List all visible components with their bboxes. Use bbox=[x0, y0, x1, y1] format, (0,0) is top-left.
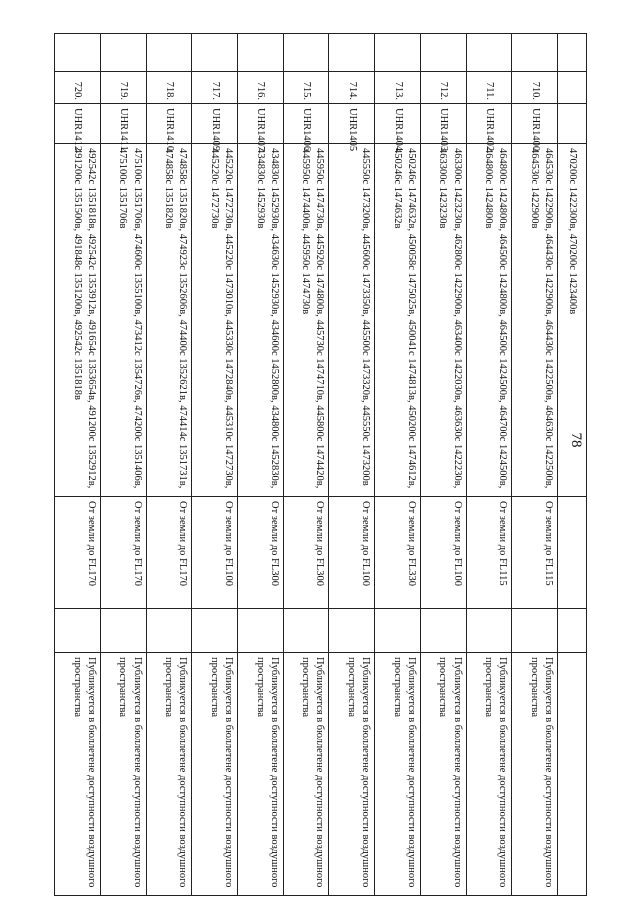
note-cell: Публикуется в бюллетене доступности воздушного пространства bbox=[100, 653, 146, 896]
altitude-cell: От земли до FL170 bbox=[146, 497, 192, 609]
blank-cell bbox=[237, 609, 283, 653]
zone-code-cell: UHR1410 bbox=[146, 104, 192, 144]
altitude-cell: От земли до FL100 bbox=[420, 497, 466, 609]
table-row bbox=[329, 34, 375, 896]
blank-cell bbox=[100, 34, 146, 72]
blank-cell bbox=[466, 609, 512, 653]
altitude-cell: От земли до FL300 bbox=[283, 497, 329, 609]
note-cell: Публикуется в бюллетене доступности воздушного пространства bbox=[375, 653, 421, 896]
coordinates-cell: 474858с 1351820в, 474923с 1352606в, 474400с 1352621в, 474414с 1351731в, 474858с 1351820в bbox=[146, 144, 192, 497]
coordinates-cell: 492542с 1351818в, 492542с 1353912в, 491654с 1353654в, 491200с 1352912в, 491200с 1351500в, 491848с 1351200в, 492542с 1351818в bbox=[55, 144, 101, 497]
coordinates-cell: 445220с 1472730в, 445220с 1473010в, 445330с 1472840в, 445310с 1472730в, 445220с 1472730в bbox=[192, 144, 238, 497]
row-number-cell: 720. bbox=[55, 72, 101, 104]
zone-code-cell: UHR1412 bbox=[55, 104, 101, 144]
blank-cell bbox=[558, 34, 587, 72]
table-row bbox=[512, 34, 558, 896]
blank-cell bbox=[146, 34, 192, 72]
airspace-zones-table bbox=[54, 33, 587, 896]
altitude-cell: От земли до FL170 bbox=[55, 497, 101, 609]
blank-cell bbox=[558, 104, 587, 144]
row-number-cell: 711. bbox=[466, 72, 512, 104]
altitude-cell: От земли до FL170 bbox=[100, 497, 146, 609]
altitude-cell: От земли до FL100 bbox=[329, 497, 375, 609]
table-row bbox=[55, 34, 101, 896]
note-cell: Публикуется в бюллетене доступности воздушного пространства bbox=[146, 653, 192, 896]
zone-code-cell: UHR1406 bbox=[283, 104, 329, 144]
blank-cell bbox=[512, 34, 558, 72]
zone-code-cell: UHR1405 bbox=[329, 104, 375, 144]
zone-code-cell: UHR1402 bbox=[466, 104, 512, 144]
blank-cell bbox=[100, 609, 146, 653]
table-row bbox=[192, 34, 238, 896]
zone-code-cell: UHR1411 bbox=[100, 104, 146, 144]
row-number-cell: 718. bbox=[146, 72, 192, 104]
coordinates-cell: 434830с 1452930в, 434630с 1452930в, 434600с 1452800в, 434800с 1452830в, 434830с 1452930в bbox=[237, 144, 283, 497]
blank-cell bbox=[558, 609, 587, 653]
note-cell: Публикуется в бюллетене доступности воздушного пространства bbox=[512, 653, 558, 896]
coordinates-cell: 463300с 1423230в, 462800с 1422900в, 463400с 1422030в, 463630с 1422230в, 463300с 1423230в bbox=[420, 144, 466, 497]
row-number-cell: 714. bbox=[329, 72, 375, 104]
note-cell: Публикуется в бюллетене доступности воздушного пространства bbox=[237, 653, 283, 896]
blank-cell bbox=[329, 34, 375, 72]
altitude-cell: От земли до FL115 bbox=[512, 497, 558, 609]
blank-cell bbox=[512, 609, 558, 653]
coordinates-cell: 445950с 1474730в, 445920с 1474800в, 445730с 1474710в, 445800с 1474420в, 445950с 1474400в, 445950с 1474730в bbox=[283, 144, 329, 497]
blank-cell bbox=[466, 34, 512, 72]
blank-cell bbox=[192, 34, 238, 72]
coordinates-cell: 464530с 1422900в, 464430с 1422900в, 464430с 1422500в, 464630с 1422500в, 464530с 1422900в bbox=[512, 144, 558, 497]
blank-cell bbox=[146, 609, 192, 653]
row-number-cell: 719. bbox=[100, 72, 146, 104]
coordinates-cell: 464800с 1424800в, 464500с 1424800в, 464500с 1424500в, 464700с 1424500в, 464800с 1424800в bbox=[466, 144, 512, 497]
table-row bbox=[420, 34, 466, 896]
blank-cell bbox=[420, 34, 466, 72]
table-row bbox=[466, 34, 512, 896]
coordinates-cell: 445550с 1473200в, 445600с 1473350в, 445500с 1473320в, 445550с 1473200в bbox=[329, 144, 375, 497]
zone-code-cell: UHR1403 bbox=[420, 104, 466, 144]
row-number-cell: 713. bbox=[375, 72, 421, 104]
blank-cell bbox=[283, 609, 329, 653]
zone-code-cell: UHR1400 bbox=[512, 104, 558, 144]
altitude-cell: От земли до FL115 bbox=[466, 497, 512, 609]
blank-cell bbox=[558, 497, 587, 609]
note-cell: Публикуется в бюллетене доступности воздушного пространства bbox=[329, 653, 375, 896]
zone-code-cell: UHR1404 bbox=[375, 104, 421, 144]
altitude-cell: От земли до FL100 bbox=[192, 497, 238, 609]
coordinates-cell: 450246с 1474632в, 450058с 1475025в, 450041с 1474813в, 450200с 1474612в, 450246с 1474632в bbox=[375, 144, 421, 497]
table-row bbox=[283, 34, 329, 896]
row-number-cell: 712. bbox=[420, 72, 466, 104]
blank-cell bbox=[283, 34, 329, 72]
table-row bbox=[237, 34, 283, 896]
row-number-cell: 717. bbox=[192, 72, 238, 104]
table-row bbox=[375, 34, 421, 896]
row-number-cell: 715. bbox=[283, 72, 329, 104]
blank-cell bbox=[55, 609, 101, 653]
coordinates-cell: 475100с 1351706в, 474600с 1355100в, 473412с 1354726в, 474200с 1351406в, 475100с 1351706в bbox=[100, 144, 146, 497]
table-row bbox=[146, 34, 192, 896]
table-row bbox=[100, 34, 146, 896]
note-cell: Публикуется в бюллетене доступности воздушного пространства bbox=[192, 653, 238, 896]
blank-cell bbox=[55, 34, 101, 72]
page-number: 78 bbox=[568, 432, 584, 448]
altitude-cell: От земли до FL330 bbox=[375, 497, 421, 609]
note-cell: Публикуется в бюллетене доступности воздушного пространства bbox=[420, 653, 466, 896]
note-cell: Публикуется в бюллетене доступности воздушного пространства bbox=[283, 653, 329, 896]
table-row-continued bbox=[558, 34, 587, 896]
blank-cell bbox=[237, 34, 283, 72]
blank-cell bbox=[192, 609, 238, 653]
note-cell: Публикуется в бюллетене доступности воздушного пространства bbox=[466, 653, 512, 896]
zone-code-cell: UHR1409 bbox=[192, 104, 238, 144]
blank-cell bbox=[375, 609, 421, 653]
row-number-cell: 710. bbox=[512, 72, 558, 104]
altitude-cell: От земли до FL300 bbox=[237, 497, 283, 609]
blank-cell bbox=[420, 609, 466, 653]
zone-code-cell: UHR1407 bbox=[237, 104, 283, 144]
blank-cell bbox=[329, 609, 375, 653]
rotated-table-container bbox=[54, 33, 587, 895]
row-number-cell: 716. bbox=[237, 72, 283, 104]
blank-cell bbox=[375, 34, 421, 72]
blank-cell bbox=[558, 653, 587, 896]
note-cell: Публикуется в бюллетене доступности воздушного пространства bbox=[55, 653, 101, 896]
coordinates-cell: 470200с 1422300в, 470200с 1423400в bbox=[558, 144, 587, 497]
blank-cell bbox=[558, 72, 587, 104]
